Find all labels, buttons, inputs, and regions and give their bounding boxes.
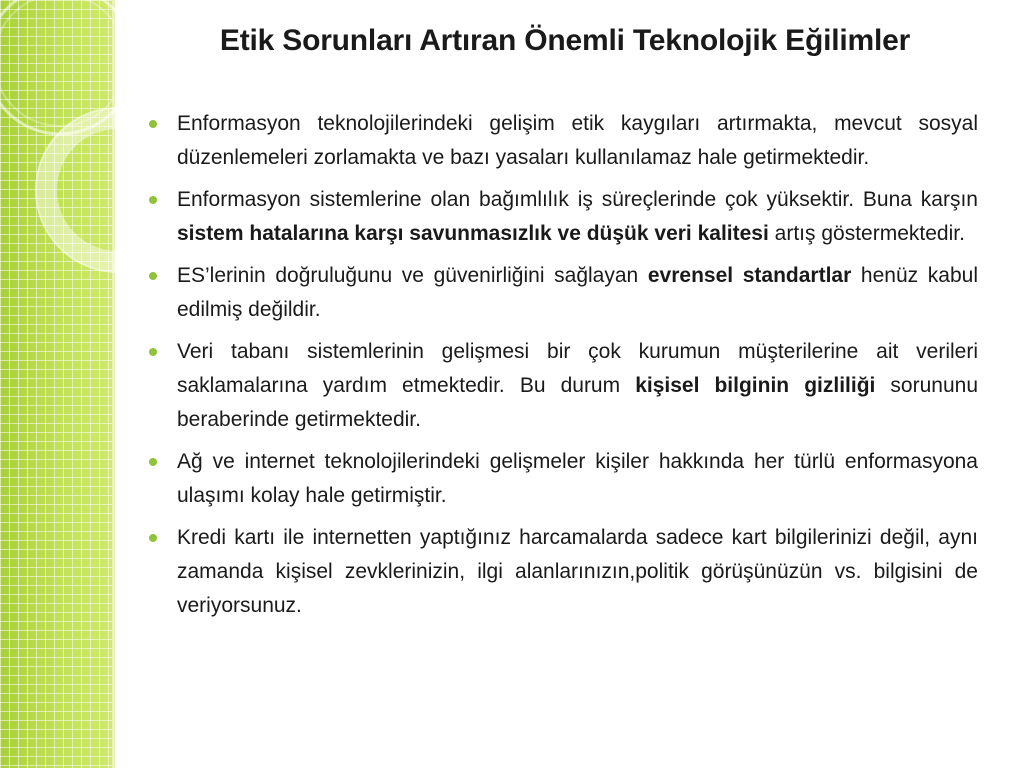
bullet-text: henüz kabul edilmiş değildir. bbox=[177, 264, 978, 321]
bullet-text: Ağ ve internet teknolojilerindeki gelişmeler kişiler hakkında her türlü enformasyona ulaşımı kolay hale getirmiştir. bbox=[177, 450, 978, 507]
bullet-dot-icon bbox=[149, 196, 157, 204]
bullet-text: sorununu beraberinde getirmektedir. bbox=[177, 374, 978, 431]
bullet-text: artış göstermektedir. bbox=[768, 222, 965, 245]
bullet-dot-icon bbox=[149, 534, 157, 542]
slide-title: Etik Sorunları Artıran Önemli Teknolojik Eğilimler bbox=[219, 24, 911, 57]
bullet-text: Kredi kartı ile internetten yaptığınız harcamalarda sadece kart bilgilerinizi değil, aynı zamanda kişisel zevklerinizin, ilgi alanlarınızın,politik görüşünüzün vs. bilgisini de veriyorsunuz. bbox=[177, 526, 978, 617]
bullet-text: Enformasyon sistemlerine olan bağımlılık iş süreçlerinde çok yüksektir. Buna karşın bbox=[177, 188, 978, 211]
bullet-item bbox=[140, 335, 978, 437]
bullet-text-bold: kişisel bilginin gizliliği bbox=[635, 374, 876, 397]
bullet-text: ES’lerinin doğruluğunu ve güvenirliğini sağlayan bbox=[177, 264, 648, 287]
bullet-dot-icon bbox=[149, 458, 157, 466]
bullet-text: Veri tabanı sistemlerinin gelişmesi bir çok kurumun müşterilerine ait verileri saklamalarına yardım etmektedir. Bu durum bbox=[177, 340, 978, 397]
bullet-dot-icon bbox=[149, 272, 157, 280]
bullet-dot-icon bbox=[149, 120, 157, 128]
bullet-item bbox=[140, 445, 978, 513]
bullet-item bbox=[140, 259, 978, 327]
bullet-text-bold: evrensel standartlar bbox=[647, 264, 852, 287]
bullet-item bbox=[140, 521, 978, 623]
bullet-text: Enformasyon teknolojilerindeki gelişim etik kaygıları artırmakta, mevcut sosyal düzenlemeleri zorlamakta ve bazı yasaları kullanılamaz hale getirmektedir. bbox=[177, 112, 978, 169]
bullet-dot-icon bbox=[149, 348, 157, 356]
bullet-text-bold: sistem hatalarına karşı savunmasızlık ve düşük veri kalitesi bbox=[177, 222, 769, 245]
bullet-list bbox=[140, 107, 978, 631]
bullet-item bbox=[140, 107, 978, 175]
bullet-item bbox=[140, 183, 978, 251]
